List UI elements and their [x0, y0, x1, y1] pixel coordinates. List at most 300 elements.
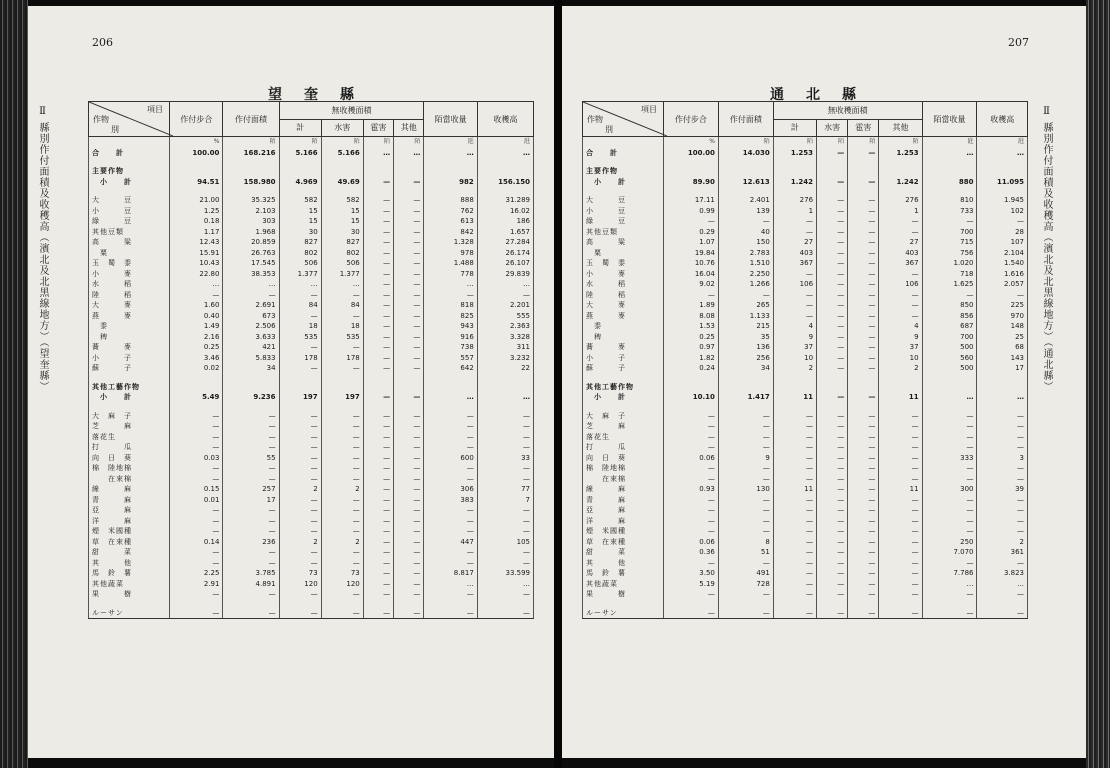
- header-diagonal-cell: [583, 102, 664, 137]
- value-cell: —: [773, 290, 816, 301]
- value-cell: 256: [718, 353, 773, 364]
- value-cell: 613: [424, 216, 477, 227]
- value-cell: —: [477, 589, 533, 600]
- value-cell: —: [718, 589, 773, 600]
- value-cell: —: [279, 342, 321, 353]
- value-cell: 642: [424, 363, 477, 374]
- value-cell: 1.945: [977, 195, 1028, 206]
- table-row: [89, 216, 534, 227]
- value-cell: …: [363, 148, 393, 159]
- value-cell: —: [363, 300, 393, 311]
- value-cell: 1.377: [321, 269, 363, 280]
- value-cell: —: [363, 269, 393, 280]
- spacer-cell: [223, 187, 279, 195]
- value-cell: 158.980: [223, 177, 279, 188]
- value-cell: —: [394, 392, 424, 403]
- value-cell: 12.613: [718, 177, 773, 188]
- value-cell: 17: [223, 495, 279, 506]
- value-cell: —: [718, 608, 773, 619]
- table-row: [89, 237, 534, 248]
- value-cell: —: [394, 526, 424, 537]
- value-cell: 555: [477, 311, 533, 322]
- value-cell: 16.02: [477, 206, 533, 217]
- value-cell: —: [363, 342, 393, 353]
- value-cell: —: [321, 453, 363, 464]
- value-cell: —: [817, 442, 848, 453]
- value-cell: 17.545: [223, 258, 279, 269]
- value-cell: —: [848, 579, 879, 590]
- value-cell: —: [718, 411, 773, 422]
- value-cell: 0.01: [170, 495, 223, 506]
- value-cell: 9.02: [664, 279, 719, 290]
- spacer-cell: [89, 187, 170, 195]
- value-cell: 265: [718, 300, 773, 311]
- value-cell: —: [363, 579, 393, 590]
- value-cell: 156.150: [477, 177, 533, 188]
- value-cell: —: [817, 363, 848, 374]
- spacer-cell: [394, 158, 424, 166]
- spacer-cell: [922, 158, 977, 166]
- crop-name-cell: 小 計: [583, 177, 664, 188]
- value-cell: —: [363, 363, 393, 374]
- value-cell: —: [424, 505, 477, 516]
- value-cell: —: [424, 526, 477, 537]
- crop-name-cell: 線 麻: [583, 484, 664, 495]
- value-cell: —: [848, 227, 879, 238]
- value-cell: 17.11: [664, 195, 719, 206]
- value-cell: [363, 382, 393, 393]
- spacer-cell: [363, 158, 393, 166]
- value-cell: —: [879, 579, 922, 590]
- table-row: [583, 411, 1028, 422]
- value-cell: 197: [279, 392, 321, 403]
- spacer-cell: [321, 403, 363, 411]
- crop-name-cell: 高 粱: [583, 237, 664, 248]
- value-cell: 447: [424, 537, 477, 548]
- value-cell: 738: [424, 342, 477, 353]
- value-cell: —: [363, 332, 393, 343]
- value-cell: —: [848, 290, 879, 301]
- value-cell: 73: [279, 568, 321, 579]
- crop-name-cell: 其他蔬菜: [583, 579, 664, 590]
- value-cell: —: [922, 216, 977, 227]
- crop-name-cell: 綠 豆: [583, 216, 664, 227]
- value-cell: —: [223, 516, 279, 527]
- value-cell: 3.328: [477, 332, 533, 343]
- value-cell: 306: [424, 484, 477, 495]
- value-cell: —: [848, 442, 879, 453]
- value-cell: —: [773, 608, 816, 619]
- table-row: [583, 166, 1028, 177]
- value-cell: —: [363, 589, 393, 600]
- value-cell: 2.401: [718, 195, 773, 206]
- value-cell: 3.633: [223, 332, 279, 343]
- spacer-cell: [817, 403, 848, 411]
- value-cell: —: [848, 177, 879, 188]
- table-row: [89, 248, 534, 259]
- header-area: 作付面積: [223, 102, 279, 137]
- value-cell: —: [879, 537, 922, 548]
- spacer-cell: [223, 158, 279, 166]
- value-cell: —: [363, 248, 393, 259]
- value-cell: 1: [773, 206, 816, 217]
- value-cell: —: [394, 442, 424, 453]
- table-row: [89, 495, 534, 506]
- value-cell: —: [424, 463, 477, 474]
- value-cell: …: [170, 279, 223, 290]
- value-cell: —: [279, 516, 321, 527]
- value-cell: —: [922, 290, 977, 301]
- value-cell: 733: [922, 206, 977, 217]
- value-cell: —: [879, 474, 922, 485]
- value-cell: 105: [477, 537, 533, 548]
- value-cell: —: [394, 547, 424, 558]
- crop-name-cell: 小 計: [583, 392, 664, 403]
- value-cell: [321, 166, 363, 177]
- value-cell: 2.057: [977, 279, 1028, 290]
- value-cell: [773, 166, 816, 177]
- value-cell: 22.80: [170, 269, 223, 280]
- value-cell: —: [363, 195, 393, 206]
- value-cell: 827: [321, 237, 363, 248]
- value-cell: —: [363, 608, 393, 619]
- crop-name-cell: 玉 蜀 黍: [89, 258, 170, 269]
- value-cell: —: [773, 442, 816, 453]
- value-cell: [321, 382, 363, 393]
- table-row: [89, 258, 534, 269]
- spacer-cell: [848, 374, 879, 382]
- crop-name-cell: 大 麥: [89, 300, 170, 311]
- unit-row: [583, 137, 1028, 148]
- table-row: [583, 195, 1028, 206]
- spacer-cell: [279, 187, 321, 195]
- spacer-cell: [773, 187, 816, 195]
- table-row: [89, 421, 534, 432]
- crop-name-cell: 小 豆: [583, 206, 664, 217]
- value-cell: —: [321, 363, 363, 374]
- spacer-row: [89, 403, 534, 411]
- page-number: 206: [92, 36, 113, 49]
- crop-name-cell: 其他蔬菜: [89, 579, 170, 590]
- value-cell: —: [664, 421, 719, 432]
- value-cell: —: [879, 505, 922, 516]
- value-cell: —: [977, 463, 1028, 474]
- crop-name-cell: 稗: [583, 332, 664, 343]
- value-cell: —: [817, 495, 848, 506]
- value-cell: —: [321, 558, 363, 569]
- table-row: [89, 432, 534, 443]
- value-cell: —: [817, 279, 848, 290]
- table-row: [583, 558, 1028, 569]
- value-cell: —: [848, 526, 879, 537]
- value-cell: —: [773, 547, 816, 558]
- spacer-cell: [879, 374, 922, 382]
- value-cell: —: [773, 558, 816, 569]
- table-row: [89, 484, 534, 495]
- value-cell: 1.53: [664, 321, 719, 332]
- table-row: [583, 382, 1028, 393]
- value-cell: —: [718, 442, 773, 453]
- value-cell: 0.25: [664, 332, 719, 343]
- value-cell: —: [477, 432, 533, 443]
- value-cell: —: [363, 311, 393, 322]
- value-cell: 756: [922, 248, 977, 259]
- value-cell: [170, 382, 223, 393]
- value-cell: —: [718, 516, 773, 527]
- unit-cell: 陌: [394, 137, 424, 148]
- value-cell: 2.91: [170, 579, 223, 590]
- value-cell: 130: [718, 484, 773, 495]
- value-cell: —: [394, 227, 424, 238]
- table-row: [89, 568, 534, 579]
- value-cell: 186: [477, 216, 533, 227]
- value-cell: —: [394, 206, 424, 217]
- table-row: [89, 516, 534, 527]
- value-cell: 15: [321, 206, 363, 217]
- value-cell: —: [848, 311, 879, 322]
- value-cell: —: [363, 411, 393, 422]
- value-cell: —: [848, 300, 879, 311]
- value-cell: 139: [718, 206, 773, 217]
- spacer-cell: [223, 374, 279, 382]
- table-row: [583, 363, 1028, 374]
- header-yield-per: 陌當收量: [922, 102, 977, 137]
- value-cell: [879, 166, 922, 177]
- unit-cell: 瓩: [977, 137, 1028, 148]
- value-cell: 0.02: [170, 363, 223, 374]
- value-cell: 2.363: [477, 321, 533, 332]
- value-cell: —: [170, 526, 223, 537]
- crop-name-cell: 大 豆: [583, 195, 664, 206]
- value-cell: —: [394, 432, 424, 443]
- value-cell: —: [170, 421, 223, 432]
- crop-name-cell: 小 子: [583, 353, 664, 364]
- value-cell: [279, 382, 321, 393]
- header-crop: 作物: [587, 115, 603, 124]
- value-cell: 120: [279, 579, 321, 590]
- value-cell: —: [394, 474, 424, 485]
- value-cell: 21.00: [170, 195, 223, 206]
- table-row: [583, 300, 1028, 311]
- value-cell: —: [817, 248, 848, 259]
- table-row: [583, 321, 1028, 332]
- value-cell: —: [848, 237, 879, 248]
- value-cell: —: [279, 453, 321, 464]
- value-cell: —: [363, 290, 393, 301]
- value-cell: —: [817, 321, 848, 332]
- table-row: [89, 195, 534, 206]
- value-cell: —: [394, 195, 424, 206]
- value-cell: —: [477, 505, 533, 516]
- value-cell: [922, 382, 977, 393]
- crop-table: [582, 101, 1028, 619]
- value-cell: 506: [279, 258, 321, 269]
- value-cell: 2: [321, 484, 363, 495]
- value-cell: 15: [321, 216, 363, 227]
- value-cell: —: [817, 148, 848, 159]
- value-cell: —: [879, 269, 922, 280]
- value-cell: 148: [977, 321, 1028, 332]
- value-cell: —: [424, 411, 477, 422]
- value-cell: —: [223, 432, 279, 443]
- value-cell: 51: [718, 547, 773, 558]
- value-cell: 810: [922, 195, 977, 206]
- value-cell: …: [424, 579, 477, 590]
- value-cell: 560: [922, 353, 977, 364]
- header-other: 其他: [394, 119, 424, 137]
- value-cell: —: [477, 547, 533, 558]
- value-cell: —: [170, 558, 223, 569]
- value-cell: —: [848, 589, 879, 600]
- value-cell: 40: [718, 227, 773, 238]
- table-row: [583, 269, 1028, 280]
- spacer-cell: [321, 187, 363, 195]
- value-cell: —: [817, 206, 848, 217]
- crop-name-cell: 棉 陸地棉: [583, 463, 664, 474]
- value-cell: —: [817, 421, 848, 432]
- page-number: 207: [1008, 36, 1029, 49]
- value-cell: —: [848, 505, 879, 516]
- crop-name-cell: 粟: [583, 248, 664, 259]
- value-cell: 673: [223, 311, 279, 322]
- value-cell: —: [879, 432, 922, 443]
- spacer-cell: [977, 403, 1028, 411]
- value-cell: 84: [321, 300, 363, 311]
- value-cell: —: [817, 216, 848, 227]
- value-cell: 1.417: [718, 392, 773, 403]
- value-cell: 0.25: [170, 342, 223, 353]
- value-cell: 2: [321, 537, 363, 548]
- spacer-cell: [170, 600, 223, 608]
- value-cell: —: [363, 392, 393, 403]
- table-row: [583, 290, 1028, 301]
- value-cell: —: [848, 432, 879, 443]
- value-cell: —: [223, 526, 279, 537]
- value-cell: 39: [977, 484, 1028, 495]
- crop-name-cell: 蘇 子: [89, 363, 170, 374]
- table-row: [583, 279, 1028, 290]
- value-cell: 5.166: [321, 148, 363, 159]
- value-cell: 106: [773, 279, 816, 290]
- value-cell: —: [363, 216, 393, 227]
- spacer-cell: [477, 374, 533, 382]
- value-cell: —: [817, 269, 848, 280]
- spacer-cell: [363, 403, 393, 411]
- value-cell: [223, 166, 279, 177]
- value-cell: 5.166: [279, 148, 321, 159]
- value-cell: 2.506: [223, 321, 279, 332]
- value-cell: 1.133: [718, 311, 773, 322]
- value-cell: 827: [279, 237, 321, 248]
- value-cell: 825: [424, 311, 477, 322]
- value-cell: 700: [922, 332, 977, 343]
- value-cell: 10.76: [664, 258, 719, 269]
- value-cell: —: [279, 363, 321, 374]
- spacer-cell: [279, 600, 321, 608]
- value-cell: —: [817, 177, 848, 188]
- value-cell: —: [394, 353, 424, 364]
- value-cell: —: [817, 474, 848, 485]
- crop-name-cell: 小 計: [89, 392, 170, 403]
- value-cell: [977, 166, 1028, 177]
- value-cell: 9: [879, 332, 922, 343]
- value-cell: 333: [922, 453, 977, 464]
- value-cell: 1.625: [922, 279, 977, 290]
- spacer-cell: [279, 374, 321, 382]
- table-row: [583, 495, 1028, 506]
- spacer-cell: [817, 374, 848, 382]
- value-cell: —: [773, 216, 816, 227]
- spacer-cell: [477, 158, 533, 166]
- value-cell: 802: [321, 248, 363, 259]
- spacer-cell: [879, 187, 922, 195]
- value-cell: 35: [718, 332, 773, 343]
- value-cell: —: [848, 411, 879, 422]
- value-cell: …: [424, 392, 477, 403]
- value-cell: —: [394, 332, 424, 343]
- value-cell: —: [773, 421, 816, 432]
- table-row: [89, 526, 534, 537]
- value-cell: —: [817, 484, 848, 495]
- value-cell: 0.06: [664, 453, 719, 464]
- spacer-cell: [773, 158, 816, 166]
- value-cell: —: [394, 248, 424, 259]
- value-cell: —: [879, 453, 922, 464]
- value-cell: 15: [279, 216, 321, 227]
- table-row: [89, 547, 534, 558]
- value-cell: —: [363, 453, 393, 464]
- table-row: [583, 589, 1028, 600]
- value-cell: —: [223, 547, 279, 558]
- value-cell: —: [977, 495, 1028, 506]
- spacer-cell: [664, 374, 719, 382]
- spacer-row: [89, 374, 534, 382]
- value-cell: 120: [321, 579, 363, 590]
- value-cell: —: [817, 516, 848, 527]
- value-cell: 718: [922, 269, 977, 280]
- spacer-cell: [89, 600, 170, 608]
- value-cell: 94.51: [170, 177, 223, 188]
- table-row: [583, 442, 1028, 453]
- value-cell: 715: [922, 237, 977, 248]
- header-crop: 作物: [93, 115, 109, 124]
- value-cell: —: [879, 311, 922, 322]
- spacer-cell: [718, 403, 773, 411]
- value-cell: —: [477, 463, 533, 474]
- value-cell: —: [922, 421, 977, 432]
- value-cell: 11: [879, 392, 922, 403]
- value-cell: 33: [477, 453, 533, 464]
- value-cell: —: [718, 463, 773, 474]
- spacer-cell: [664, 600, 719, 608]
- value-cell: —: [922, 432, 977, 443]
- spacer-cell: [817, 158, 848, 166]
- crop-name-cell: 線 麻: [89, 484, 170, 495]
- value-cell: 89.90: [664, 177, 719, 188]
- value-cell: 276: [879, 195, 922, 206]
- crop-name-cell: 青 麻: [583, 495, 664, 506]
- value-cell: [477, 166, 533, 177]
- value-cell: —: [848, 495, 879, 506]
- value-cell: 7.786: [922, 568, 977, 579]
- value-cell: —: [170, 442, 223, 453]
- value-cell: [424, 166, 477, 177]
- value-cell: —: [773, 495, 816, 506]
- value-cell: —: [817, 411, 848, 422]
- table-row: [583, 248, 1028, 259]
- table-row: [583, 216, 1028, 227]
- value-cell: —: [363, 505, 393, 516]
